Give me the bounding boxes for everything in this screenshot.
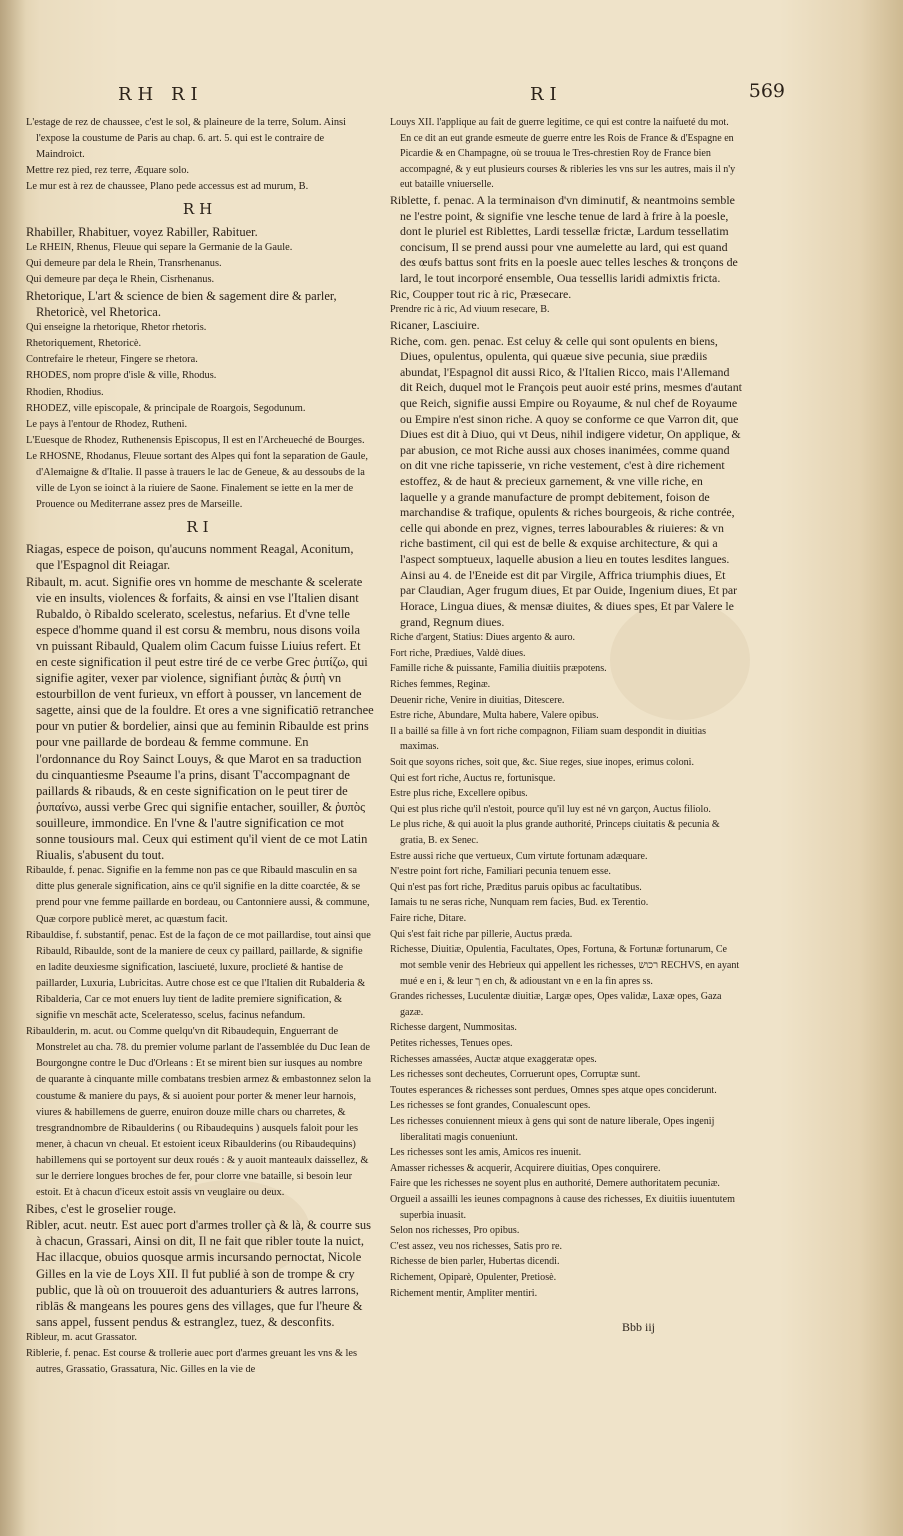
- dictionary-entry: Selon nos richesses, Pro opibus.: [390, 1225, 520, 1237]
- dictionary-entry: Estre plus riche, Excellere opibus.: [390, 788, 528, 800]
- dictionary-entry: Les richesses conuiennent mieux à gens qui sont de nature liberale, Opes ingenij liberalitati magis conueniunt.: [390, 1116, 715, 1143]
- dictionary-entry: Ribler, acut. neutr. Est auec port d'armes troller çà & là, & courre sus à chacun, Grassari, Ainsi on dit, Il ne fait que ribler toute la nuict, Hac illacque, obuios quosque armis incursando pernoctat, Nicole Gilles en la vie de Loys XII. Il fut publié à son de trompe & cry public, que là où on trouueroit des aduanturiers & autres larrons, riblās & mangeans les poures gens des villages, que fur l'heure & sans appel, fussent pendus & estranglez, tuez, & desconfits.: [26, 1218, 372, 1329]
- dictionary-entry: Famille riche & puissante, Familia diuitiis præpotens.: [390, 663, 607, 675]
- dictionary-entry: Il a baillé sa fille à vn fort riche compagnon, Filiam suam despondit in diuitias maximas.: [390, 725, 706, 753]
- gutter-shadow: [0, 0, 26, 1536]
- dictionary-entry: Ribleur, m. acut Grassator.: [26, 1331, 137, 1343]
- dictionary-entry: N'estre point fort riche, Familiari pecunia tenuem esse.: [390, 866, 611, 878]
- dictionary-entry: Orgueil a assailli les ieunes compagnons à cause des richesses, Ex diuitiis iuuentutem superbia inuasit.: [390, 1194, 735, 1221]
- running-head-left: RH RI: [118, 84, 204, 105]
- section-heading: RI: [186, 518, 214, 537]
- dictionary-entry: Riagas, espece de poison, qu'aucuns nomment Reagal, Aconitum, que l'Espagnol dit Reiagar.: [26, 542, 354, 573]
- dictionary-entry: Contrefaire le rheteur, Fingere se rhetora.: [26, 354, 198, 366]
- right-column: [390, 115, 742, 1301]
- dictionary-entry: Le pays à l'entour de Rhodez, Rutheni.: [26, 418, 188, 430]
- dictionary-entry: Richesses amassées, Auctæ atque exaggeratæ opes.: [390, 1053, 597, 1065]
- dictionary-entry: Richement mentir, Ampliter mentiri.: [390, 1287, 538, 1299]
- dictionary-entry: Deuenir riche, Venire in diuitias, Ditescere.: [390, 694, 565, 706]
- dictionary-entry: C'est assez, veu nos richesses, Satis pro re.: [390, 1240, 562, 1252]
- dictionary-entry: Fort riche, Prædiues, Valdè diues.: [390, 647, 526, 659]
- dictionary-entry: RHODEZ, ville episcopale, & principale de Roargois, Segodunum.: [26, 402, 306, 414]
- page-number: 569: [748, 80, 785, 102]
- dictionary-entry: Amasser richesses & acquerir, Acquirere diuitias, Opes conquirere.: [390, 1162, 661, 1174]
- dictionary-entry: L'Euesque de Rhodez, Ruthenensis Episcopus, Il est en l'Archeueché de Bourges.: [26, 434, 365, 446]
- dictionary-entry: Richesse, Diuitiæ, Opulentia, Facultates, Opes, Fortuna, & Fortunæ fortunarum, Ce mot semble venir des Hebrieux qui appellent les richesses, רכוש RECHVS, en ayant mué e en i, & leur ך en ch, & adioustant vn e en la fin apres ss.: [390, 944, 740, 987]
- dictionary-entry: RHODES, nom propre d'isle & ville, Rhodus.: [26, 370, 217, 382]
- dictionary-entry: Qui demeure par deça le Rhein, Cisrhenanus.: [26, 273, 215, 285]
- dictionary-entry: Ric, Coupper tout ric à ric, Præsecare.: [390, 286, 572, 301]
- dictionary-entry: Mettre rez pied, rez terre, Æquare solo.: [26, 165, 189, 177]
- dictionary-entry: Estre riche, Abundare, Multa habere, Valere opibus.: [390, 710, 599, 722]
- dictionary-entry: Le plus riche, & qui auoit la plus grande authorité, Princeps ciuitatis & pecunia & gratia, B. ex Senec.: [390, 819, 720, 847]
- dictionary-entry: Le RHEIN, Rhenus, Fleuue qui separe la Germanie de la Gaule.: [26, 241, 293, 253]
- dictionary-entry: Grandes richesses, Luculentæ diuitiæ, Largæ opes, Opes validæ, Laxæ opes, Gaza gazæ.: [390, 991, 722, 1018]
- dictionary-entry: Qui enseigne la rhetorique, Rhetor rhetoris.: [26, 322, 207, 334]
- dictionary-entry: Rhetoriquement, Rhetoricè.: [26, 338, 142, 350]
- dictionary-entry: Rhabiller, Rhabituer, voyez Rabiller, Rabituer.: [26, 224, 258, 239]
- dictionary-entry: Ribault, m. acut. Signifie ores vn homme de meschante & scelerate vie en insults, violences & forfaits, & ainsi en vse l'Italien disant Rubaldo, ò Ribaldo scelerato, scelestus, nefarius. Et d'vne telle espece d'homme quand il est corsu & membru, nous disons voila vn puissant Ribauld, Qualem olim Cacum fuisse Liuius refert. Et en ceste signification il peut estre tiré de ce verbe Grec ῥιπίζω, qui signifie agiter, vexer par violence, signifiant ῥιπὰς & ῥιπὴ vn estourbillon de vent furieux, vn effort à pousser, vn lancement de sagette, ainsi que de la fouldre. Et ores a vne significatiō retranchee pour vn putier & bordelier, ainsi que au feminin Ribaulde est prins pour vne paillarde de bordeau & femme commune. En l'ordonnance du Roy Sainct Louys, & que Marot en sa traduction du cinquantiesme Pseaume l'a prins, disant T'accompagnant de paillards & ribauds, & en ceste signification on le peut tirer de ῥυπαίνω, aussi verbe Grec qui signifie entacher, souiller, & ῥυπὸς souilleure, immondice. En l'vne & l'autre signification ce mot sonne tousiours mal. Ceux qui estiment qu'il vient de ce mot Latin Riualis, s'abusent du tout.: [26, 574, 374, 863]
- dictionary-entry: Petites richesses, Tenues opes.: [390, 1037, 513, 1049]
- dictionary-entry: Rhodien, Rhodius.: [26, 386, 104, 398]
- dictionary-entry: Faire riche, Ditare.: [390, 913, 467, 925]
- dictionary-entry: Qui est fort riche, Auctus re, fortunisque.: [390, 772, 556, 784]
- section-heading: RH: [182, 200, 218, 219]
- dictionary-entry: Qui s'est fait riche par pillerie, Auctus præda.: [390, 928, 573, 940]
- dictionary-entry: Estre aussi riche que vertueux, Cum virtute fortunam adæquare.: [390, 850, 648, 862]
- dictionary-entry: Qui est plus riche qu'il n'estoit, pource qu'il luy est né vn garçon, Auctus filiolo.: [390, 803, 711, 815]
- dictionary-entry: Le RHOSNE, Rhodanus, Fleuue sortant des Alpes qui font la separation de Gaule, d'Alemaigne & d'Italie. Il passe à trauers le lac de Geneue, & au dessoubs de la ville de Lyon se ioinct à la riuiere de Saone. Finalement se iette en la mer de Prouence ou Mediterrane assez pres de Marseille.: [26, 450, 368, 511]
- dictionary-entry: Faire que les richesses ne soyent plus en authorité, Demere authoritatem pecuniæ.: [390, 1178, 720, 1190]
- dictionary-entry: Le mur est à rez de chaussee, Plano pede accessus est ad murum, B.: [26, 181, 309, 193]
- dictionary-entry: Ribes, c'est le groselier rouge.: [26, 1202, 177, 1217]
- dictionary-entry: Ribauldise, f. substantif, penac. Est de la façon de ce mot paillardise, tout ainsi que Ribauld, Ribaulde, sont de la maniere de ceux cy paillard, paillarde, & signifie en ladite deuxiesme signification, lasciueté, luxure, proclieté & hantise de paillarder, Luxuria, Lubricitas. Autre chose est ce que l'Italien dit Rubalderia & Ribalderia, Car ce mot enuers luy tient de ladite premiere signification, & signifie vn meschāt acte, Sceleratesso, scelus, facinus nefandum.: [26, 929, 371, 1022]
- running-head-center: RI: [530, 84, 563, 105]
- dictionary-entry: Richesse de bien parler, Hubertas dicendi.: [390, 1256, 560, 1268]
- dictionary-entry: L'estage de rez de chaussee, c'est le sol, & plaineure de la terre, Solum. Ainsi l'expose la coustume de Paris au chap. 6. art. 5. qui est le contraire de Maindroict.: [26, 117, 346, 161]
- dictionary-entry: Qui demeure par dela le Rhein, Transrhenanus.: [26, 257, 222, 269]
- dictionary-entry: Riblette, f. penac. A la terminaison d'vn diminutif, & neantmoins semble ne l'estre point, & signifie vne lesche tenue de lard à frire à la poesle, dont le pluriel est Riblettes, Lardi tessellæ frictæ, Lardum tessellatim concisum, Il se prend aussi pour vne aumelette au lard, qui est quand des œufs battus sont frits en la poesle auec telles lesches & tronçons de lard, le tout incorporé ensemble, Oua tessellis laridi admixtis fricta.: [390, 193, 738, 286]
- dictionary-entry: Iamais tu ne seras riche, Nunquam rem facies, Bud. ex Terentio.: [390, 897, 649, 909]
- signature-mark: Bbb iij: [622, 1320, 656, 1334]
- dictionary-entry: Prendre ric à ric, Ad viuum resecare, B.: [390, 304, 550, 316]
- dictionary-entry: Rhetorique, L'art & science de bien & sagement dire & parler, Rhetoricè, vel Rhetorica.: [26, 288, 337, 320]
- dictionary-entry: Ribaulderin, m. acut. ou Comme quelqu'vn dit Ribaudequin, Enguerrant de Monstrelet au cha. 78. du premier volume parlant de l'assemblée du Duc Iean de Bourgongne contre le Duc d'Orleans : Et se mirent bien sur iusques au nombre de quarante à cinquante mille combatans tresbien armez & embastonnez selon la coustume & maniere du pays, & si auoient pour porter & mener leur harnois, viures & habillemens de guerre, enuiron douze mille chars ou charretes, & tresgrandnombre de Ribaulderins ( ou Ribaudequins ) ausquels faloit pour les mener, à chacun vn cheual. Et estoient iceux Ribaulderins (ou Ribaudequins) habillemens qui se portoyent sur deux roués : & y auoit manteaulx daissellez, & sur le derriere longues broches de fer, pour clorre vne bataille, si besoin leur estoit. Et à chacun d'iceux estoit assis vn veuglaire ou deux.: [26, 1026, 371, 1199]
- dictionary-entry: Richesse dargent, Nummositas.: [390, 1022, 517, 1034]
- dictionary-entry: Toutes esperances & richesses sont perdues, Omnes spes atque opes conciderunt.: [390, 1084, 717, 1096]
- dictionary-entry: Riche, com. gen. penac. Est celuy & celle qui sont opulents en biens, Diues, opulentus, opulenta, qui quæue sive pecunia, siue prædiis abundat, l'Espagnol dit aussi Rico, & l'Italien Ricco, mais l'Allemand dit Reich, duquel mot le François peut auoir esté prins, mesmes d'autant que Reich, signifie aussi Empire ou Royaume, & nul chef de Royaume ou Empire n'est sinon riche. A quoy se conforme ce que Varron dit, que Diues est dit à Diuo, qui vt Deus, nihil indigere videtur, On applique, & par abusion, ce mot Riche aussi aux choses inanimées, comme quand on dit vne riche tapisserie, vn riche vestement, c'est à dire richement estoffez, & de haut & precieux garnement, & vne ville riche, en laquelle y a grande manufacture de prompt debitement, foison de marchandise & trafique, opulents & riches bourgeois, & riche contrée, celle qui abonde en prez, vignes, terres labourables & riuieres: & vn riche bastiment, cil qui est de belle & exquise architecture, & qui a l'aspect somptueux, laquelle abusion a lieu en toutes lesdites langues. Ainsi au 4. de l'Eneide est dit par Virgile, Affrica triumphis diues, Et par Claudian, Ager frugum diues, Et par Ouide, Ingenium diues, Et par Horace, Lingua diues, & mensæ diuites, & diues spes, Et par Valere le grand, Regnum diues.: [390, 333, 742, 629]
- dictionary-entry: Ribaulde, f. penac. Signifie en la femme non pas ce que Ribauld masculin en sa ditte plus generale signification, ains ce qu'il signifie en la ditte coarctée, & se prend pour vne femme paillarde en bordeau, ou Cantonniere aussi, & commune, Quæ corpore publicè meret, ac quæstum facit.: [26, 865, 370, 925]
- dictionary-entry: Qui n'est pas fort riche, Præditus paruis opibus ac facultatibus.: [390, 881, 642, 893]
- dictionary-entry: Riblerie, f. penac. Est course & trollerie auec port d'armes greuant les vns & les autres, Grassatio, Grassatura, Nic. Gilles en la vie de: [26, 1348, 358, 1376]
- dictionary-entry: Riche d'argent, Statius: Diues argento & auro.: [390, 632, 576, 644]
- dictionary-entry: Soit que soyons riches, soit que, &c. Siue reges, siue inopes, erimus coloni.: [390, 756, 694, 768]
- dictionary-entry: Louys XII. l'applique au fait de guerre legitime, ce qui est contre la naifueté du mot. En ce dit an eut grande esmeute de guerre entre les Rois de France & d'Espagne en Picardie & en Champagne, où se trouua le Tres-chrestien Roy de France bien accompagné, & y eut plusieurs courses & ribleries les vns sur les autres, mais il n'y eut bataille vniuerselle.: [390, 117, 736, 191]
- dictionary-entry: Les richesses sont decheutes, Corruerunt opes, Corruptæ sunt.: [390, 1069, 641, 1081]
- left-column: [26, 115, 374, 1378]
- dictionary-entry: Les richesses sont les amis, Amicos res inuenit.: [390, 1147, 582, 1159]
- dictionary-entry: Richement, Opiparè, Opulenter, Pretiosè.: [390, 1272, 557, 1284]
- dictionary-entry: Ricaner, Lasciuire.: [390, 317, 480, 332]
- dictionary-entry: Riches femmes, Reginæ.: [390, 678, 491, 690]
- dictionary-entry: Les richesses se font grandes, Conualescunt opes.: [390, 1100, 591, 1112]
